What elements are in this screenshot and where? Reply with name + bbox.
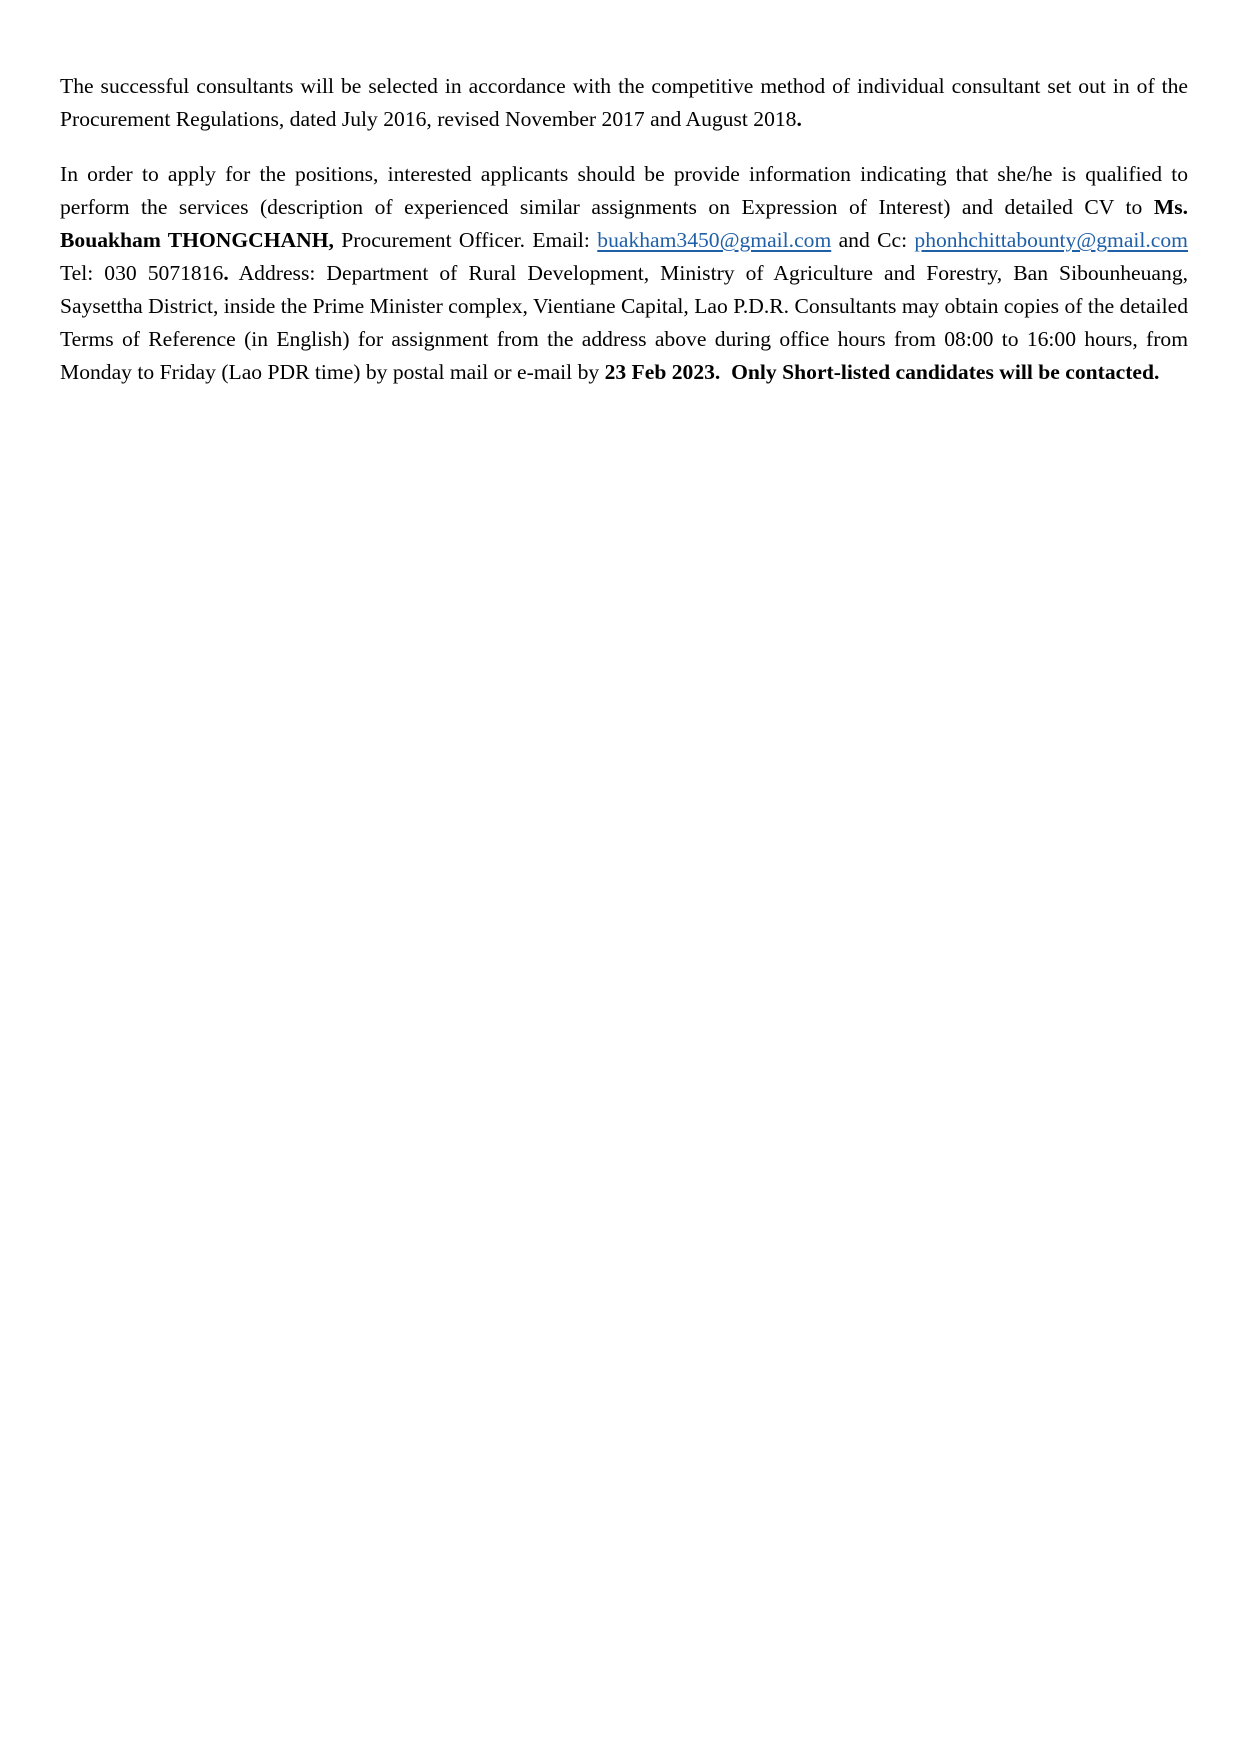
address-text: Address: Department of Rural Development, Ministry of Agriculture and Forestry, Ban Sibounheuang, Saysettha District, inside the Prime Minister complex, Vientiane Capital, Lao P.D.R. Consultants may obtain copies of the detailed Terms of Reference (in English) for assignment from the address above during office hours from 08:00 to 16:00 hours, from Monday to Friday (Lao PDR time) by postal mail or e-mail by (60, 261, 1189, 384)
contact-role-text: Procurement Officer. Email: (333, 228, 598, 252)
contact-name: Ms. Bouakham THONGCHANH, (60, 195, 1188, 252)
selection-method-text: The successful consultants will be selected in accordance with the competitive method of individual consultant set out in of the Procurement Regulations, dated July 2016, revised November 2017 and August 2018 (60, 74, 1188, 131)
deadline-date: 23 Feb 2023. (604, 360, 721, 384)
shortlist-notice: Only Short-listed candidates will be contacted. (731, 360, 1160, 384)
email-link-primary[interactable]: buakham3450@gmail.com (597, 228, 832, 252)
paragraph-selection-method (60, 70, 1188, 136)
deadline-spacer (720, 360, 731, 384)
telephone-text: Tel: 030 5071816 (60, 261, 224, 285)
application-intro-text: In order to apply for the positions, interested applicants should be provide information indicating that she/he is qualified to perform the services (description of experienced similar assignments on Expression of Interest) and detailed CV to (60, 162, 1188, 219)
selection-method-period: . (796, 107, 802, 131)
email-link-cc[interactable]: phonhchittabounty@gmail.com (914, 228, 1188, 252)
cc-text: and Cc: (831, 228, 915, 252)
document-page (60, 70, 1188, 389)
telephone-period: . (223, 261, 229, 285)
paragraph-application-instructions (60, 158, 1188, 389)
